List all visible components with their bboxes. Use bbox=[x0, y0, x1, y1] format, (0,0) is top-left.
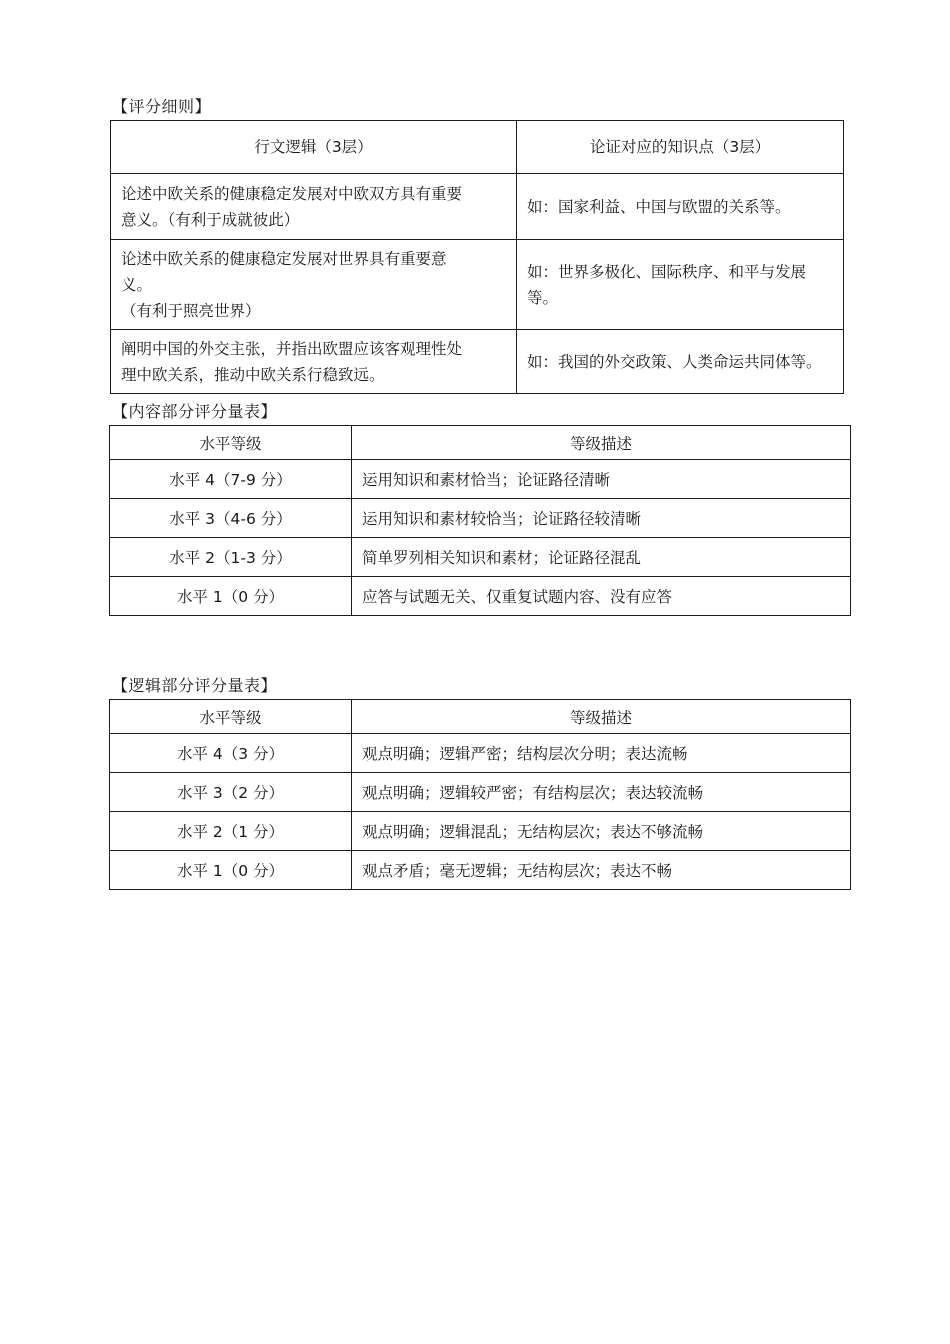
table-row bbox=[111, 174, 844, 240]
content-scale-heading: 【内容部分评分量表】 bbox=[112, 402, 278, 421]
level-cell: 水平 3（2 分） bbox=[110, 773, 352, 812]
content-scale-table bbox=[109, 425, 851, 616]
column-header-description: 等级描述 bbox=[352, 700, 851, 734]
logic-cell bbox=[111, 240, 517, 330]
table-row bbox=[110, 499, 851, 538]
logic-text-line: 理中欧关系，推动中欧关系行稳致远。 bbox=[121, 365, 385, 384]
logic-scale-heading: 【逻辑部分评分量表】 bbox=[112, 676, 278, 695]
description-cell: 运用知识和素材较恰当；论证路径较清晰 bbox=[352, 499, 851, 538]
knowledge-text-line: 等。 bbox=[527, 288, 559, 307]
table-row bbox=[110, 773, 851, 812]
description-cell: 观点明确；逻辑较严密；有结构层次；表达较流畅 bbox=[352, 773, 851, 812]
column-header-knowledge: 论证对应的知识点（3层） bbox=[517, 121, 844, 174]
level-cell: 水平 4（3 分） bbox=[110, 734, 352, 773]
table-row bbox=[110, 812, 851, 851]
table-row bbox=[111, 330, 844, 394]
knowledge-cell: 如：我国的外交政策、人类命运共同体等。 bbox=[517, 330, 844, 394]
description-cell: 观点明确；逻辑严密；结构层次分明；表达流畅 bbox=[352, 734, 851, 773]
logic-text-line: 论述中欧关系的健康稳定发展对世界具有重要意 bbox=[121, 249, 447, 268]
level-cell: 水平 4（7-9 分） bbox=[110, 460, 352, 499]
logic-text-line: （有利于照亮世界） bbox=[121, 301, 261, 320]
level-cell: 水平 1（0 分） bbox=[110, 577, 352, 616]
logic-text-line: 义。 bbox=[121, 275, 153, 294]
knowledge-text-line: 如：世界多极化、国际秩序、和平与发展 bbox=[527, 262, 807, 281]
knowledge-cell bbox=[517, 240, 844, 330]
table-row bbox=[110, 734, 851, 773]
table-header-row bbox=[111, 121, 844, 174]
knowledge-cell: 如：国家利益、中国与欧盟的关系等。 bbox=[517, 174, 844, 240]
description-cell: 简单罗列相关知识和素材；论证路径混乱 bbox=[352, 538, 851, 577]
description-cell: 观点明确；逻辑混乱；无结构层次；表达不够流畅 bbox=[352, 812, 851, 851]
level-cell: 水平 1（0 分） bbox=[110, 851, 352, 890]
table-row bbox=[110, 460, 851, 499]
column-header-logic: 行文逻辑（3层） bbox=[111, 121, 517, 174]
scoring-rules-heading: 【评分细则】 bbox=[112, 97, 212, 116]
level-cell: 水平 3（4-6 分） bbox=[110, 499, 352, 538]
logic-text-line: 论述中欧关系的健康稳定发展对中欧双方具有重要 bbox=[121, 184, 463, 203]
description-cell: 运用知识和素材恰当；论证路径清晰 bbox=[352, 460, 851, 499]
table-header-row bbox=[110, 426, 851, 460]
table-row bbox=[111, 240, 844, 330]
table-row bbox=[110, 577, 851, 616]
table-row bbox=[110, 851, 851, 890]
description-cell: 应答与试题无关、仅重复试题内容、没有应答 bbox=[352, 577, 851, 616]
scoring-rules-table bbox=[110, 120, 844, 394]
level-cell: 水平 2（1-3 分） bbox=[110, 538, 352, 577]
column-header-description: 等级描述 bbox=[352, 426, 851, 460]
logic-scale-table bbox=[109, 699, 851, 890]
level-cell: 水平 2（1 分） bbox=[110, 812, 352, 851]
description-cell: 观点矛盾；毫无逻辑；无结构层次；表达不畅 bbox=[352, 851, 851, 890]
table-row bbox=[110, 538, 851, 577]
logic-cell bbox=[111, 174, 517, 240]
logic-cell bbox=[111, 330, 517, 394]
logic-text-line: 意义。（有利于成就彼此） bbox=[121, 210, 300, 229]
column-header-level: 水平等级 bbox=[110, 700, 352, 734]
table-header-row bbox=[110, 700, 851, 734]
column-header-level: 水平等级 bbox=[110, 426, 352, 460]
logic-text-line: 阐明中国的外交主张，并指出欧盟应该客观理性处 bbox=[121, 339, 463, 358]
